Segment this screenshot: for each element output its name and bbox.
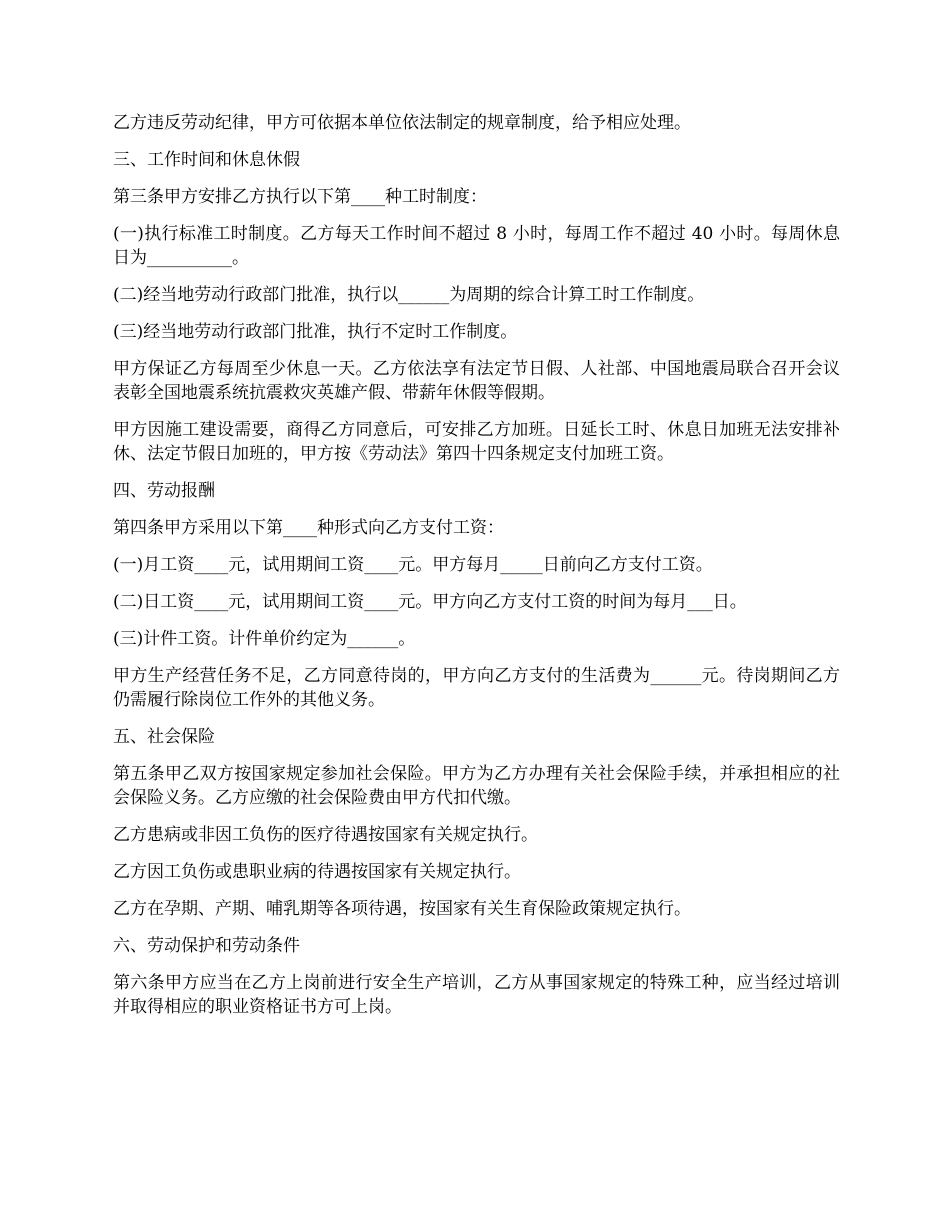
section-heading-labor-protection: 六、劳动保护和劳动条件 bbox=[113, 936, 300, 956]
article-4-option-2: (二)日工资____元，试用期间工资____元。甲方向乙方支付工资的时间为每月___日。 bbox=[113, 592, 747, 612]
paragraph-maternity: 乙方在孕期、产期、哺乳期等各项待遇，按国家有关生育保险政策规定执行。 bbox=[113, 899, 691, 919]
paragraph-medical: 乙方患病或非因工负伤的医疗待遇按国家有关规定执行。 bbox=[113, 825, 538, 845]
article-4-option-1: (一)月工资____元，试用期间工资____元。甲方每月_____日前向乙方支付工资。 bbox=[113, 555, 713, 575]
article-3-option-3: (三)经当地劳动行政部门批准，执行不定时工作制度。 bbox=[113, 322, 518, 342]
article-3-option-1: (一)执行标准工时制度。乙方每天工作时间不超过 8 小时，每周工作不超过 40 小时。每周休息日为__________。 bbox=[113, 224, 840, 268]
article-4-intro: 第四条甲方采用以下第____种形式向乙方支付工资： bbox=[113, 518, 504, 538]
article-3-option-2: (二)经当地劳动行政部门批准，执行以______为周期的综合计算工时工作制度。 bbox=[113, 285, 705, 305]
article-3-intro: 第三条甲方安排乙方执行以下第____种工时制度： bbox=[113, 187, 487, 207]
paragraph-work-injury: 乙方因工负伤或患职业病的待遇按国家有关规定执行。 bbox=[113, 862, 521, 882]
paragraph-overtime: 甲方因施工建设需要，商得乙方同意后，可安排乙方加班。日延长工时、休息日加班无法安排补休、法定节假日加班的，甲方按《劳动法》第四十四条规定支付加班工资。 bbox=[113, 420, 840, 464]
article-4-option-3: (三)计件工资。计件单价约定为______。 bbox=[113, 629, 416, 649]
paragraph-rest-days: 甲方保证乙方每周至少休息一天。乙方依法享有法定节日假、人社部、中国地震局联合召开会议表彰全国地震系统抗震救灾英雄产假、带薪年休假等假期。 bbox=[113, 359, 840, 403]
paragraph-discipline: 乙方违反劳动纪律，甲方可依据本单位依法制定的规章制度，给予相应处理。 bbox=[113, 113, 691, 133]
article-6-intro: 第六条甲方应当在乙方上岗前进行安全生产培训，乙方从事国家规定的特殊工种，应当经过培训并取得相应的职业资格证书方可上岗。 bbox=[113, 973, 840, 1017]
section-heading-social-insurance: 五、社会保险 bbox=[113, 727, 215, 747]
section-heading-remuneration: 四、劳动报酬 bbox=[113, 481, 215, 501]
article-5-intro: 第五条甲乙双方按国家规定参加社会保险。甲方为乙方办理有关社会保险手续，并承担相应的社会保险义务。乙方应缴的社会保险费由甲方代扣代缴。 bbox=[113, 764, 840, 808]
section-heading-working-hours: 三、工作时间和休息休假 bbox=[113, 150, 300, 170]
paragraph-standby: 甲方生产经营任务不足，乙方同意待岗的，甲方向乙方支付的生活费为______元。待岗期间乙方仍需履行除岗位工作外的其他义务。 bbox=[113, 666, 840, 710]
